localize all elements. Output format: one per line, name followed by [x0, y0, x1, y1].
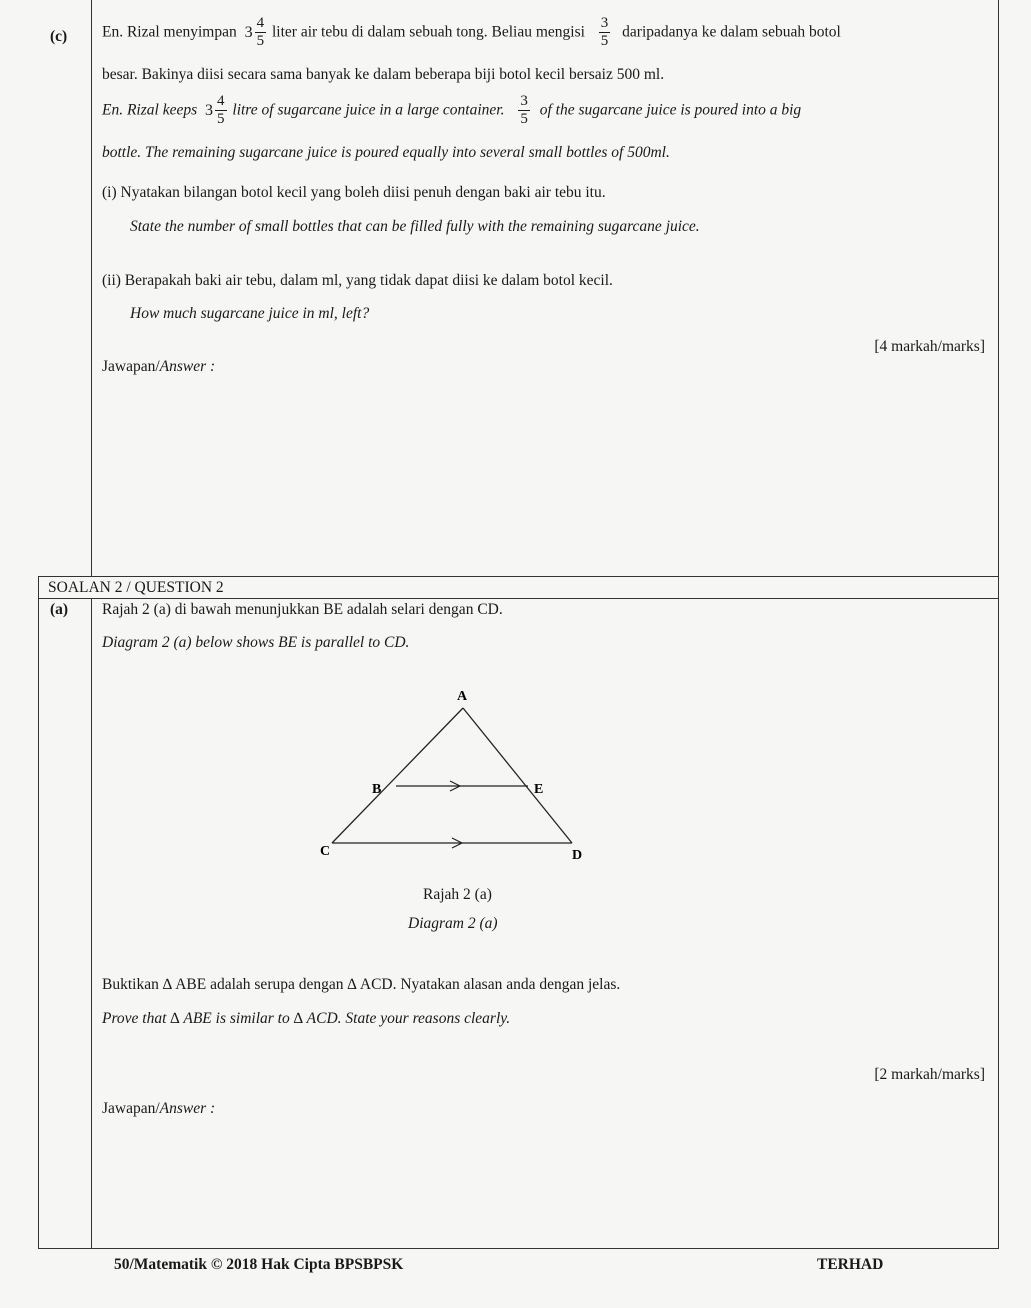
section-divider-bottom: [38, 598, 999, 599]
eng-fraction-three-fifths: $\frac{3}{5}$: [520, 93, 528, 127]
question-ii-eng: How much sugarcane juice in ml, left?: [130, 305, 370, 322]
question-i-malay: (i) Nyatakan bilangan botol kecil yang boleh diisi penuh dengan baki air tebu itu.: [102, 184, 606, 201]
mixed-fraction: $\frac{4}{5}$: [256, 15, 265, 49]
eng-line1-text-a: En. Rizal keeps: [102, 101, 198, 119]
right-border-bottom: [998, 576, 999, 1248]
eng-line1-text-b: litre of sugarcane juice in a large container.: [232, 101, 505, 119]
prove-eng: Prove that ∆ ABE is similar to ∆ ACD. State your reasons clearly.: [102, 1010, 511, 1027]
malay-line1-text-b: liter air tebu di dalam sebuah tong. Beliau mengisi: [271, 23, 585, 41]
column-divider-top: [91, 0, 92, 576]
line-AC: [332, 708, 463, 843]
eng-line1-text-c: of the sugarcane juice is poured into a big: [539, 101, 802, 119]
part-c-label: (c): [50, 28, 68, 45]
diagram-caption-eng: Diagram 2 (a): [408, 915, 498, 932]
answer-label-a: Jawapan/Answer :: [102, 1100, 216, 1117]
answer-label-c: Jawapan/Answer :: [102, 358, 216, 375]
question-2-header: SOALAN 2 / QUESTION 2: [48, 579, 224, 596]
part-c-eng-line2: bottle. The remaining sugarcane juice is poured equally into several small bottles of 500ml.: [102, 144, 670, 161]
part-a-label: (a): [50, 601, 69, 618]
table-bottom-border: [38, 1248, 999, 1249]
right-border-top: [998, 0, 999, 576]
part-c-eng-line1: [102, 94, 801, 127]
prove-malay: Buktikan ∆ ABE adalah serupa dengan ∆ ACD. Nyatakan alasan anda dengan jelas.: [102, 976, 621, 993]
triangle-diagram: [310, 678, 630, 868]
footer-copyright: 50/Matematik © 2018 Hak Cipta BPSBPSK: [114, 1256, 404, 1273]
point-label-D: D: [572, 848, 583, 863]
section-divider-top: [38, 576, 999, 577]
question-i-eng: State the number of small bottles that can be filled fully with the remaining sugarcane juice.: [130, 218, 700, 235]
eng-mixed-whole: 3: [205, 101, 214, 119]
point-label-A: A: [457, 689, 468, 704]
line-AD: [463, 708, 572, 843]
malay-line1-text-a: En. Rizal menyimpan: [102, 23, 237, 41]
part-a-malay: Rajah 2 (a) di bawah menunjukkan BE adalah selari dengan CD.: [102, 601, 503, 618]
malay-line1-text-c: daripadanya ke dalam sebuah botol: [622, 23, 841, 41]
point-label-B: B: [372, 782, 382, 797]
mixed-whole: 3: [244, 23, 253, 41]
fraction-three-fifths: $\frac{3}{5}$: [600, 15, 609, 49]
part-c-malay-line2: besar. Bakinya diisi secara sama banyak ke dalam beberapa biji botol kecil bersaiz 500 ml.: [102, 66, 665, 83]
left-border: [38, 576, 39, 1248]
marks-label-a: [2 markah/marks]: [874, 1066, 985, 1083]
footer-classification: TERHAD: [817, 1256, 884, 1273]
point-label-C: C: [320, 844, 331, 859]
column-divider-bottom: [91, 598, 92, 1248]
marks-label-c: [4 markah/marks]: [874, 338, 985, 355]
part-a-eng: Diagram 2 (a) below shows BE is parallel to CD.: [102, 634, 410, 651]
diagram-caption-malay: Rajah 2 (a): [423, 886, 492, 903]
question-ii-malay: (ii) Berapakah baki air tebu, dalam ml, yang tidak dapat diisi ke dalam botol kecil.: [102, 272, 613, 289]
eng-mixed-fraction: $\frac{4}{5}$: [217, 93, 225, 127]
part-c-malay-line1: [102, 16, 841, 49]
point-label-E: E: [534, 782, 544, 797]
